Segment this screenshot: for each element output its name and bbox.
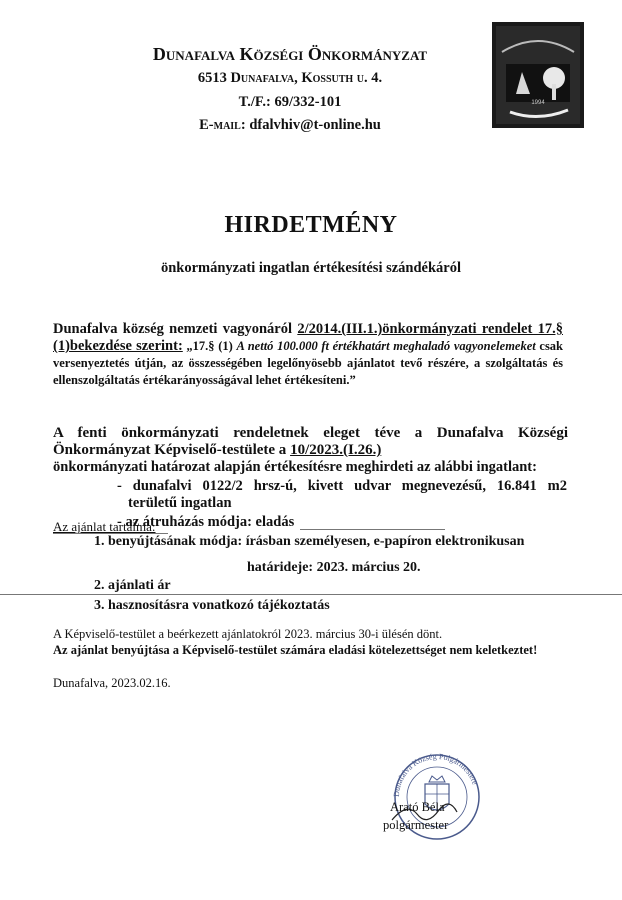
email-address: dfalvhiv@t-online.hu [249,117,381,133]
org-phone: T./F.: 69/332-101 [238,94,342,110]
subtitle: önkormányzati ingatlan értékesítési szándékáról [160,260,462,276]
offer-item-2: 2. ajánlati ár [94,578,171,593]
org-address: 6513 Dunafalva, Kossuth u. 4. [197,70,383,86]
divider-line [0,594,622,595]
org-name: Dunafalva Községi Önkormányzat [152,44,428,64]
para1-quote-start: „17.§ (1) [182,339,237,353]
regulation-reference: 2/2014.(III.1.)önkormányzati rendelet 17.§ (1)bekezdése szerint: [53,321,563,354]
resolution-number: 10/2023.(I.26.) [290,442,382,458]
crest-year: 1994 [531,100,545,106]
coat-of-arms-icon [492,22,584,128]
org-email-line [100,117,480,134]
property-bullet-line1: - dunafalvi 0122/2 hrsz-ú, kivett udvar megnevezésű, 16.841 m2 [117,478,567,494]
offer-item-1: 1. benyújtásának módja: írásban személyesen, e-papíron elektronikusan [94,534,525,549]
email-label: E-mail: [199,117,246,133]
regulation-paragraph [53,321,563,389]
decision-note: A Képviselő-testület a beérkezett ajánlatokról 2023. március 30-i ülésén dönt. [53,627,443,641]
para2-line2-prefix: Önkormányzat Képviselő-testülete a [53,442,291,458]
para1-prefix: Dunafalva község nemzeti vagyonáról [53,321,298,337]
seal-text: Dunafalva Község Polgármestere [391,751,480,798]
issue-date: Dunafalva, 2023.02.16. [53,676,171,690]
offer-heading: Az ajánlat tartalma: [53,519,156,534]
para1-quote-rest: csak versenyeztetés útján, az összességében legelőnyösebb ajánlatot tevő részére, a szolgáltatás és ellenszolgáltatás értékarányosságával lehet értékesíteni.” [53,339,564,387]
no-obligation-note: Az ajánlat benyújtása a Képviselő-testület számára eladási kötelezettséget nem keletkeztet! [53,643,538,657]
property-bullet-line2: területű ingatlan [128,495,232,511]
offer-deadline: határideje: 2023. március 20. [247,560,421,575]
offer-item-3: 3. hasznosításra vonatkozó tájékoztatás [94,598,330,613]
para1-quote-italic: A nettó 100.000 ft értékhatárt meghaladó vagyonelemeket [236,339,536,353]
page-title: HIRDETMÉNY [224,212,398,238]
para2-line1: A fenti önkormányzati rendeletnek eleget téve a Dunafalva Községi [53,425,568,441]
para2-line3: önkormányzati határozat alapján értékesítésre meghirdeti az alábbi ingatlant: [53,459,537,475]
para2-line2 [53,442,568,459]
divider-line [300,529,445,530]
signer-role: polgármester [383,818,449,832]
transfer-method: - az átruházás módja: eladás [117,514,295,530]
announcement-paragraph [53,425,568,476]
signer-name: Arató Béla [390,800,445,814]
